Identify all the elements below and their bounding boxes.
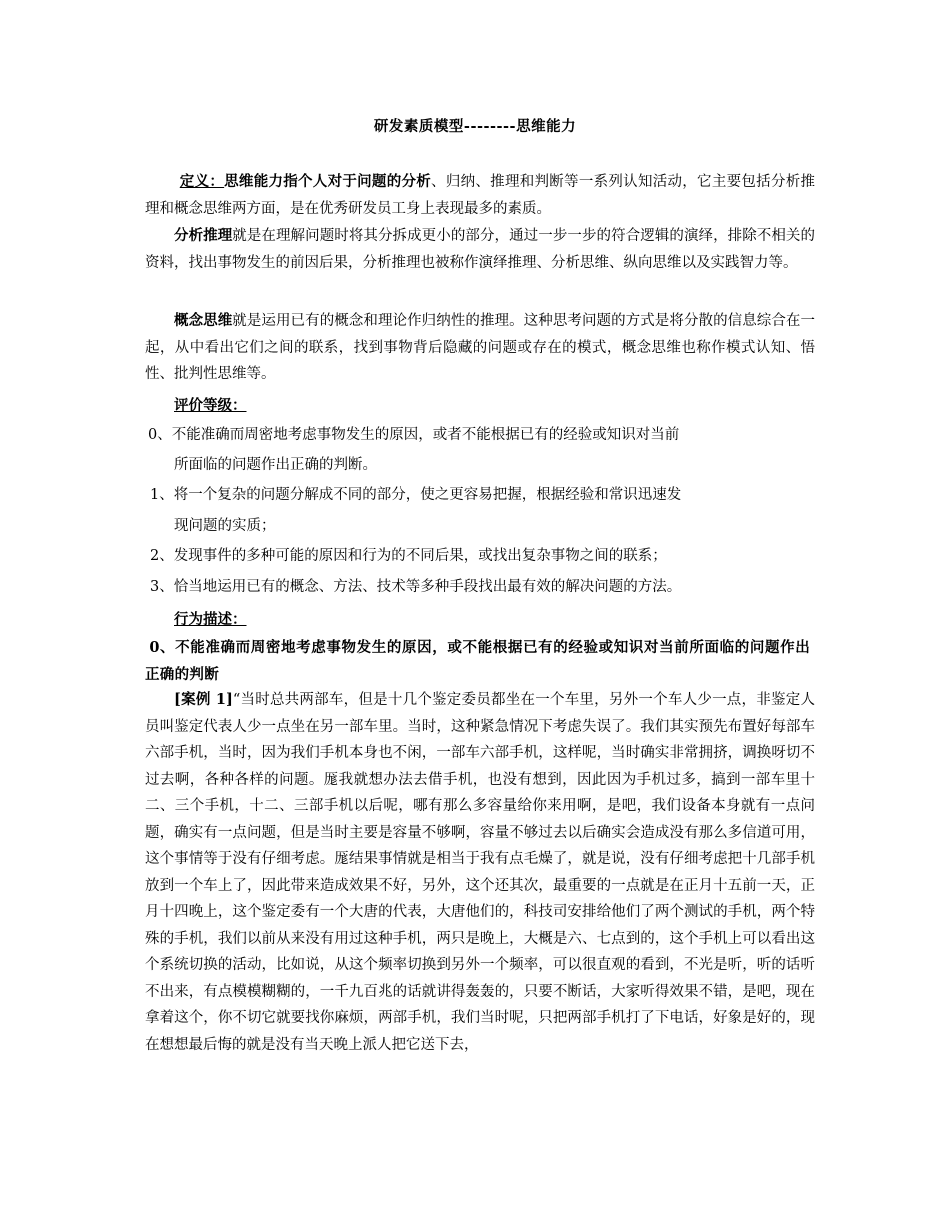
conceptual-thinking-term: 概念思维 bbox=[174, 312, 233, 329]
definition-label: 定义： bbox=[179, 173, 225, 190]
level-0-line2: 所面临的问题作出正确的判断。 bbox=[174, 457, 377, 473]
level-1-line1: 1、将一个复杂的问题分解成不同的部分，使之更容易把握，根据经验和常识迅速发 bbox=[150, 487, 682, 503]
case-1-text: “当时总共两部车，但是十几个鉴定委员都坐在一个车里，另外一个车人少一点，非鉴定人员叫鉴定代表人少一点坐在另一部车里。当时，这种紧急情况下考虑失误了。我们其实预先布置好每部车六部手机，当时，因为我们手机本身也不闲，一部车六部手机，这样呢，当时确实非常拥挤，调换呀切不过去啊，各种各样的问题。厖我就想办法去借手机，也没有想到，因此因为手机过多，搞到一部车里十二、三个手机，十二、三部手机以后呢，哪有那么多容量给你来用啊，是吧，我们设备本身就有一点问题，确实有一点问题，但是当时主要是容量不够啊，容量不够过去以后确实会造成没有那么多信道可用，这个事情等于没有仔细考虑。厖结果事情就是相当于我有点毛燥了，就是说，没有仔细考虑把十几部手机放到一个车上了，因此带来造成效果不好，另外，这个还其次，最重要的一点就是在正月十五前一天，正月十四晚上，这个鉴定委有一个大唐的代表，大唐他们的，科技司安排给他们了两个测试的手机，两个特殊的手机，我们以前从来没有用过这种手机，两只是晚上，大概是六、七点到的，这个手机上可以看出这个系统切换的活动，比如说，从这个频率切换到另外一个频率，可以很直观的看到，不光是听，听的话听不出来，有点模模糊糊的，一千九百兆的话就讲得轰轰的，只要不断话，大家听得效果不错，是吧，现在拿着这个，你不切它就要找你麻烦，两部手机，我们当时呢，只把两部手机打了下电话，好象是好的，现在想想最后悔的就是没有当天晚上派人把它送下去， bbox=[145, 692, 815, 1053]
level-0-line1: 0、不能准确而周密地考虑事物发生的原因，或者不能根据已有的经验或知识对当前 bbox=[148, 427, 680, 443]
analytical-reasoning-term: 分析推理 bbox=[174, 227, 233, 244]
definition-text: 、归纳、推理和判断等一系列认知活动，它主要包括分析推理和概念思维两方面，是在优秀研发员工身上表现最多的素质。 bbox=[145, 174, 816, 217]
conceptual-thinking-paragraph bbox=[145, 308, 815, 388]
page-title: 研发素质模型--------思维能力 bbox=[373, 118, 577, 135]
case-1-label: [案例 1] bbox=[174, 691, 233, 708]
level-2-line1: 2、发现事件的多种可能的原因和行为的不同后果，或找出复杂事物之间的联系； bbox=[150, 548, 667, 564]
behavior-heading: 行为描述： bbox=[174, 611, 247, 628]
definition-bold-text: 思维能力指个人对于问题的分析 bbox=[224, 173, 432, 190]
case-1-paragraph bbox=[145, 687, 815, 1058]
analytical-reasoning-text: 就是在理解问题时将其分拆成更小的部分，通过一步一步的符合逻辑的演绎，排除不相关的资料，找出事物发生的前因后果，分析推理也被称作演绎推理、分析思维、纵向思维以及实践智力等。 bbox=[145, 228, 815, 271]
analytical-reasoning-paragraph bbox=[145, 223, 815, 276]
definition-paragraph bbox=[145, 169, 815, 222]
conceptual-thinking-text: 就是运用已有的概念和理论作归纳性的推理。这种思考问题的方式是将分散的信息综合在一起，从中看出它们之间的联系，找到事物背后隐藏的问题或存在的模式，概念思维也称作模式认知、悟性、批判性思维等。 bbox=[145, 313, 815, 382]
level-3-line1: 3、恰当地运用已有的概念、方法、技术等多种手段找出最有效的解决问题的方法。 bbox=[150, 579, 682, 595]
levels-heading: 评价等级： bbox=[174, 397, 247, 414]
level-1-line2: 现问题的实质； bbox=[174, 518, 276, 534]
behavior-level-0: 0、不能准确而周密地考虑事物发生的原因，或不能根据已有的经验或知识对当前所面临的问题作出正确的判断 bbox=[145, 639, 810, 683]
